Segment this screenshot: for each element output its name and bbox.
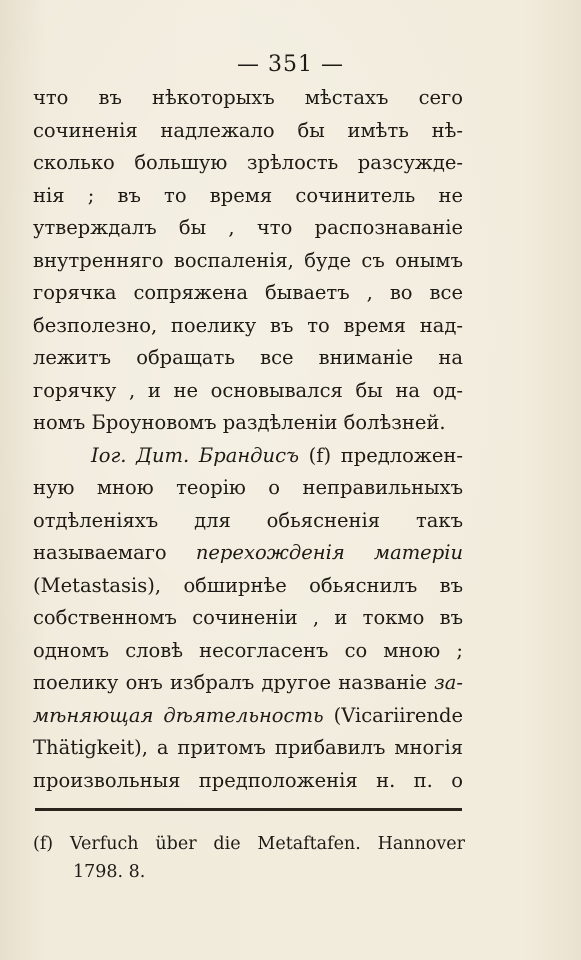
italic-term: мѣняющая дѣятельность bbox=[33, 703, 324, 727]
italic-term: за- bbox=[434, 671, 463, 694]
footnote-line: (f) Verfuch über die Metaftafen. Hannover bbox=[33, 834, 465, 854]
text-line bbox=[33, 667, 463, 700]
text-line: безполезно, поелику въ то время над- bbox=[33, 313, 463, 337]
text-line: горячка сопряжена бываетъ , во все bbox=[33, 281, 463, 304]
text-line: произвольныя предположенія н. п. о bbox=[33, 768, 463, 792]
footnote-line: 1798. 8. bbox=[73, 862, 146, 882]
paragraph-first-line bbox=[33, 440, 463, 473]
text-line: (Metastasis), обширнѣе обьяснилъ въ bbox=[33, 573, 463, 597]
author-name: Іог. Дит. Брандисъ bbox=[91, 443, 300, 467]
text-line: Thätigkeit), а притомъ прибавилъ многія bbox=[33, 736, 463, 759]
text-line: лежитъ обращать все вниманіе на bbox=[33, 346, 463, 369]
text-line: что въ нѣкоторыхъ мѣстахъ сего bbox=[33, 86, 463, 109]
main-text bbox=[33, 82, 463, 797]
text-span: называемаго bbox=[33, 541, 196, 564]
text-line: нія ; въ то время сочинитель не bbox=[33, 183, 463, 207]
footnote bbox=[33, 830, 465, 886]
text-line: сочиненія надлежало бы имѣть нѣ- bbox=[33, 118, 463, 142]
italic-term: перехожденія матеріи bbox=[195, 541, 463, 564]
text-span: (Vicariirende bbox=[323, 703, 463, 727]
text-line: номъ Броуновомъ раздѣленіи болѣзней. bbox=[33, 411, 446, 434]
text-line: отдѣленіяхъ для обьясненія такъ bbox=[33, 508, 463, 532]
text-line: сколько большую зрѣлость разсужде- bbox=[33, 151, 463, 174]
page-number: — 351 — bbox=[237, 52, 344, 77]
text-line: собственномъ сочиненіи , и токмо въ bbox=[33, 606, 463, 629]
text-line bbox=[33, 700, 463, 733]
text-line: внутренняго воспаленія, буде съ онымъ bbox=[33, 248, 463, 272]
text-line: горячку , и не основывался бы на од- bbox=[33, 378, 463, 402]
text-line bbox=[33, 537, 463, 570]
footnote-divider bbox=[35, 808, 462, 811]
text-span: (f) предложен- bbox=[299, 443, 463, 467]
text-span: поелику онъ избралъ другое названіе bbox=[33, 671, 435, 694]
text-line: одномъ словѣ несогласенъ со мною ; bbox=[33, 638, 463, 662]
text-line: утверждалъ бы , что распознаваніе bbox=[33, 216, 463, 239]
text-line: ную мною теорію о неправильныхъ bbox=[33, 476, 463, 499]
